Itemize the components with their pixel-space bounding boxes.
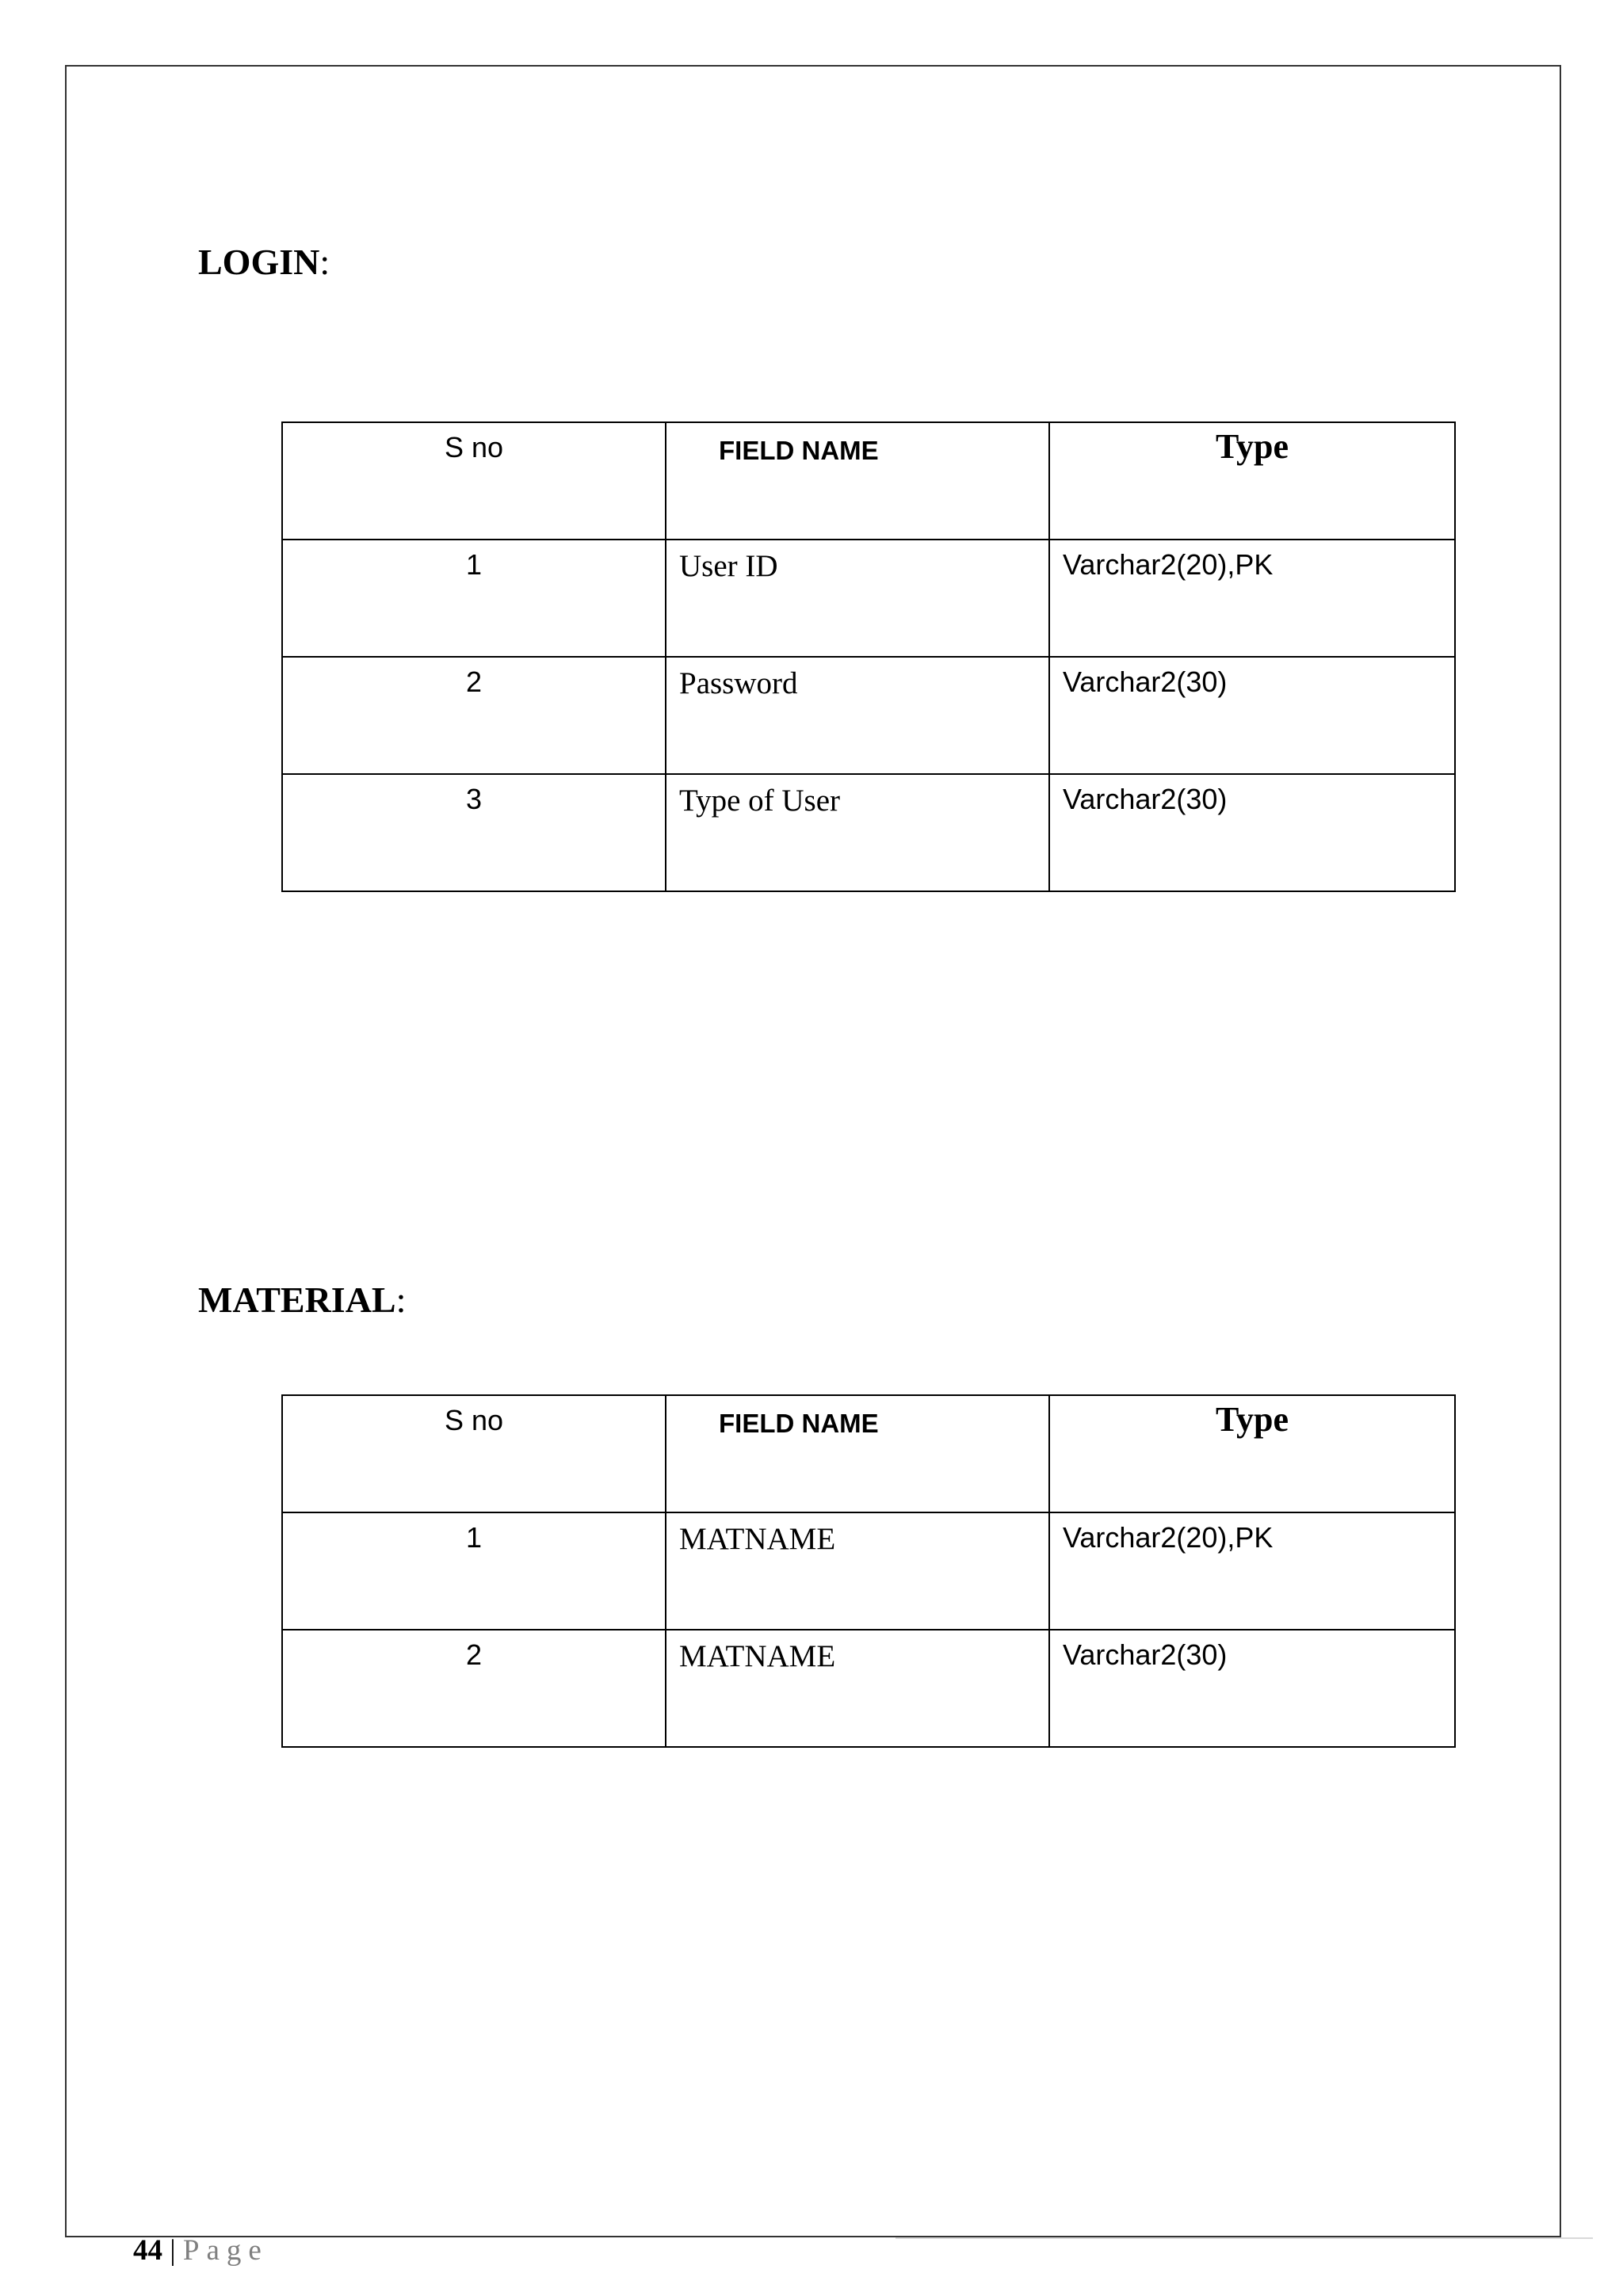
- cell-type: Varchar2(30): [1049, 774, 1455, 891]
- cell-field-name: Password: [666, 657, 1049, 774]
- cell-type: Varchar2(20),PK: [1049, 540, 1455, 657]
- cell-sno: 2: [282, 657, 666, 774]
- header-type: Type: [1049, 422, 1455, 540]
- page-footer: [133, 2236, 269, 2265]
- cell-sno: 1: [282, 1512, 666, 1630]
- page-border: [65, 65, 1561, 2237]
- footer-rule: [896, 2237, 1593, 2239]
- table-row: [282, 657, 1455, 774]
- cell-type: Varchar2(20),PK: [1049, 1512, 1455, 1630]
- cell-type: Varchar2(30): [1049, 657, 1455, 774]
- footer-page-word: Page: [182, 2234, 269, 2267]
- table-header-row: [282, 422, 1455, 540]
- table-row: [282, 1630, 1455, 1747]
- table-row: [282, 774, 1455, 891]
- section-title-material: MATERIAL:: [198, 1280, 407, 1320]
- cell-sno: 3: [282, 774, 666, 891]
- material-table: [281, 1394, 1456, 1748]
- cell-sno: 2: [282, 1630, 666, 1747]
- cell-field-name: MATNAME: [666, 1630, 1049, 1747]
- page-number: 44: [133, 2234, 162, 2267]
- cell-field-name: MATNAME: [666, 1512, 1049, 1630]
- header-field-name: FIELD NAME: [666, 1395, 1049, 1512]
- table-header-row: [282, 1395, 1455, 1512]
- header-sno: S no: [282, 422, 666, 540]
- footer-separator: |: [170, 2234, 176, 2267]
- cell-field-name: Type of User: [666, 774, 1049, 891]
- section-title-login: LOGIN:: [198, 242, 330, 282]
- header-type: Type: [1049, 1395, 1455, 1512]
- header-field-name: FIELD NAME: [666, 422, 1049, 540]
- cell-type: Varchar2(30): [1049, 1630, 1455, 1747]
- cell-field-name: User ID: [666, 540, 1049, 657]
- cell-sno: 1: [282, 540, 666, 657]
- table-row: [282, 540, 1455, 657]
- table-row: [282, 1512, 1455, 1630]
- login-table: [281, 421, 1456, 892]
- header-sno: S no: [282, 1395, 666, 1512]
